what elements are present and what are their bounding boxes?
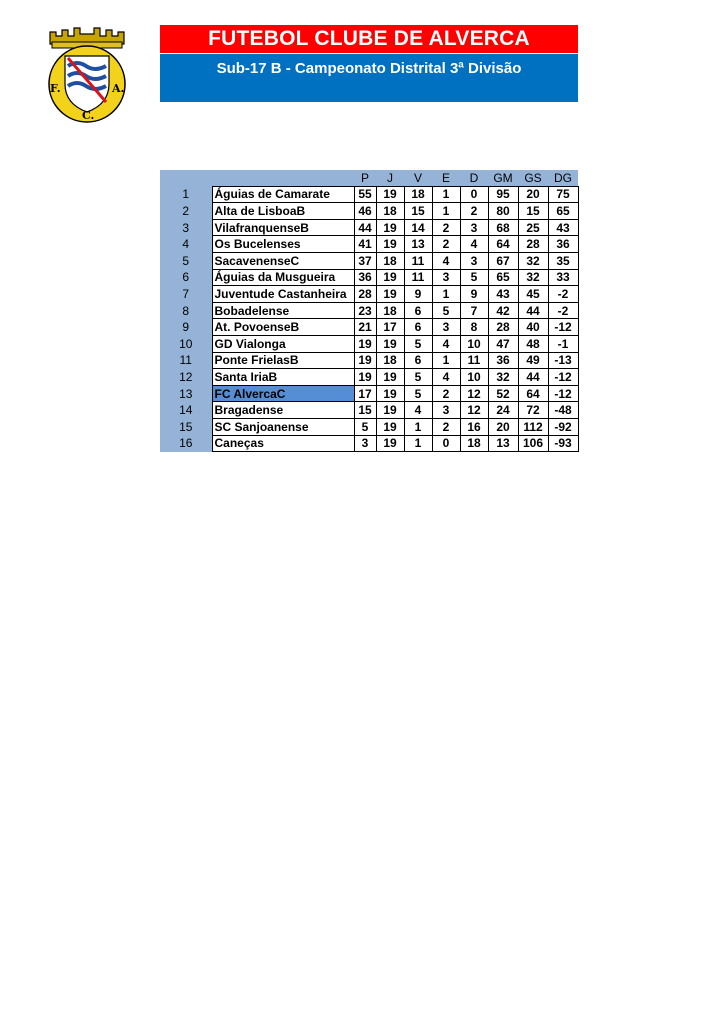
stat-cell-d: 8 (460, 319, 488, 336)
stat-cell-j: 19 (376, 269, 404, 286)
stat-cell-gs: 28 (518, 236, 548, 253)
column-header: J (376, 170, 404, 186)
stat-cell-v: 5 (404, 369, 432, 386)
stat-cell-d: 9 (460, 286, 488, 303)
position-cell: 12 (160, 369, 212, 386)
stat-cell-gs: 15 (518, 203, 548, 220)
table-row (160, 302, 578, 319)
stat-cell-e: 1 (432, 352, 460, 369)
stat-cell-p: 19 (354, 352, 376, 369)
column-header: D (460, 170, 488, 186)
stat-cell-d: 16 (460, 418, 488, 435)
stat-cell-e: 0 (432, 435, 460, 452)
position-cell: 10 (160, 335, 212, 352)
stat-cell-p: 41 (354, 236, 376, 253)
stat-cell-p: 55 (354, 186, 376, 203)
stat-cell-v: 15 (404, 203, 432, 220)
table-row (160, 369, 578, 386)
table-header-row (160, 170, 578, 186)
stat-cell-d: 3 (460, 219, 488, 236)
table-row (160, 186, 578, 203)
stat-cell-e: 5 (432, 302, 460, 319)
stat-cell-dg: 43 (548, 219, 578, 236)
stat-cell-e: 1 (432, 186, 460, 203)
stat-cell-p: 23 (354, 302, 376, 319)
stat-cell-gm: 32 (488, 369, 518, 386)
stat-cell-p: 37 (354, 252, 376, 269)
stat-cell-v: 6 (404, 352, 432, 369)
stat-cell-p: 3 (354, 435, 376, 452)
stat-cell-j: 19 (376, 418, 404, 435)
stat-cell-gm: 13 (488, 435, 518, 452)
svg-text:A.: A. (112, 82, 125, 95)
stat-cell-gm: 36 (488, 352, 518, 369)
club-title: FUTEBOL CLUBE DE ALVERCA (160, 25, 578, 53)
stat-cell-j: 19 (376, 435, 404, 452)
table-row (160, 252, 578, 269)
stat-cell-j: 17 (376, 319, 404, 336)
stat-cell-gm: 42 (488, 302, 518, 319)
team-name-cell: Águias de Camarate (212, 186, 354, 203)
stat-cell-j: 19 (376, 369, 404, 386)
stat-cell-gm: 68 (488, 219, 518, 236)
stat-cell-d: 2 (460, 203, 488, 220)
stat-cell-v: 9 (404, 286, 432, 303)
stat-cell-d: 7 (460, 302, 488, 319)
stat-cell-dg: -2 (548, 286, 578, 303)
stat-cell-e: 2 (432, 385, 460, 402)
stat-cell-dg: -1 (548, 335, 578, 352)
stat-cell-gm: 52 (488, 385, 518, 402)
stat-cell-gm: 47 (488, 335, 518, 352)
team-name-cell: SacavenenseC (212, 252, 354, 269)
stat-cell-j: 19 (376, 219, 404, 236)
svg-text:F.: F. (50, 82, 61, 95)
stat-cell-gm: 28 (488, 319, 518, 336)
competition-subtitle: Sub-17 B - Campeonato Distrital 3ª Divisão (160, 54, 578, 102)
stat-cell-v: 18 (404, 186, 432, 203)
stat-cell-v: 13 (404, 236, 432, 253)
stat-cell-d: 4 (460, 236, 488, 253)
stat-cell-j: 18 (376, 252, 404, 269)
stat-cell-gm: 80 (488, 203, 518, 220)
stat-cell-d: 12 (460, 402, 488, 419)
standings-table (160, 170, 579, 452)
stat-cell-gm: 20 (488, 418, 518, 435)
team-name-cell: SC Sanjoanense (212, 418, 354, 435)
team-name-cell: Os Bucelenses (212, 236, 354, 253)
stat-cell-j: 18 (376, 352, 404, 369)
stat-cell-e: 1 (432, 203, 460, 220)
stat-cell-j: 18 (376, 203, 404, 220)
club-crest-icon (42, 22, 132, 124)
stat-cell-dg: 35 (548, 252, 578, 269)
stat-cell-j: 19 (376, 385, 404, 402)
table-row (160, 319, 578, 336)
table-row (160, 352, 578, 369)
stat-cell-gm: 65 (488, 269, 518, 286)
stat-cell-e: 3 (432, 402, 460, 419)
stat-cell-gs: 64 (518, 385, 548, 402)
table-row (160, 203, 578, 220)
stat-cell-dg: -12 (548, 319, 578, 336)
stat-cell-gs: 106 (518, 435, 548, 452)
stat-cell-v: 5 (404, 385, 432, 402)
team-name-cell: Ponte FrielasB (212, 352, 354, 369)
stat-cell-e: 4 (432, 335, 460, 352)
position-cell: 11 (160, 352, 212, 369)
stat-cell-e: 4 (432, 252, 460, 269)
stat-cell-p: 28 (354, 286, 376, 303)
position-cell: 16 (160, 435, 212, 452)
stat-cell-j: 19 (376, 186, 404, 203)
stat-cell-v: 14 (404, 219, 432, 236)
team-name-cell: Bragadense (212, 402, 354, 419)
stat-cell-gm: 43 (488, 286, 518, 303)
team-name-cell: FC AlvercaC (212, 385, 354, 402)
stat-cell-j: 19 (376, 236, 404, 253)
stat-cell-p: 46 (354, 203, 376, 220)
position-cell: 9 (160, 319, 212, 336)
position-cell: 4 (160, 236, 212, 253)
stat-cell-dg: -93 (548, 435, 578, 452)
stat-cell-dg: 33 (548, 269, 578, 286)
table-row (160, 236, 578, 253)
stat-cell-p: 36 (354, 269, 376, 286)
stat-cell-d: 0 (460, 186, 488, 203)
stat-cell-gs: 45 (518, 286, 548, 303)
stat-cell-v: 1 (404, 435, 432, 452)
stat-cell-gs: 48 (518, 335, 548, 352)
stat-cell-dg: -12 (548, 369, 578, 386)
stat-cell-d: 11 (460, 352, 488, 369)
stat-cell-v: 5 (404, 335, 432, 352)
stat-cell-p: 17 (354, 385, 376, 402)
column-header: GS (518, 170, 548, 186)
stat-cell-j: 19 (376, 402, 404, 419)
stat-cell-d: 18 (460, 435, 488, 452)
stat-cell-v: 4 (404, 402, 432, 419)
team-name-cell: Bobadelense (212, 302, 354, 319)
stat-cell-e: 2 (432, 219, 460, 236)
stat-cell-gm: 64 (488, 236, 518, 253)
stat-cell-gs: 112 (518, 418, 548, 435)
table-row (160, 402, 578, 419)
stat-cell-e: 2 (432, 418, 460, 435)
table-row (160, 385, 578, 402)
position-cell: 1 (160, 186, 212, 203)
column-header: P (354, 170, 376, 186)
stat-cell-p: 19 (354, 369, 376, 386)
svg-text:C.: C. (82, 109, 95, 122)
team-name-cell: Alta de LisboaB (212, 203, 354, 220)
stat-cell-dg: -2 (548, 302, 578, 319)
stat-cell-dg: -48 (548, 402, 578, 419)
column-header: GM (488, 170, 518, 186)
position-cell: 6 (160, 269, 212, 286)
stat-cell-gm: 67 (488, 252, 518, 269)
stat-cell-gs: 40 (518, 319, 548, 336)
stat-cell-dg: -12 (548, 385, 578, 402)
stat-cell-gs: 44 (518, 369, 548, 386)
table-row (160, 219, 578, 236)
stat-cell-gs: 32 (518, 269, 548, 286)
team-name-cell: VilafranquenseB (212, 219, 354, 236)
position-cell: 7 (160, 286, 212, 303)
stat-cell-dg: 75 (548, 186, 578, 203)
stat-cell-v: 6 (404, 319, 432, 336)
stat-cell-v: 11 (404, 252, 432, 269)
stat-cell-v: 1 (404, 418, 432, 435)
stat-cell-gm: 24 (488, 402, 518, 419)
table-row (160, 418, 578, 435)
stat-cell-j: 18 (376, 302, 404, 319)
stat-cell-e: 1 (432, 286, 460, 303)
stat-cell-gs: 25 (518, 219, 548, 236)
stat-cell-gs: 49 (518, 352, 548, 369)
stat-cell-d: 12 (460, 385, 488, 402)
stat-cell-e: 3 (432, 269, 460, 286)
stat-cell-d: 10 (460, 335, 488, 352)
team-name-cell: Águias da Musgueira (212, 269, 354, 286)
team-name-cell: Santa IriaB (212, 369, 354, 386)
stat-cell-v: 11 (404, 269, 432, 286)
stat-cell-e: 2 (432, 236, 460, 253)
stat-cell-p: 21 (354, 319, 376, 336)
stat-cell-dg: -13 (548, 352, 578, 369)
stat-cell-v: 6 (404, 302, 432, 319)
stat-cell-p: 15 (354, 402, 376, 419)
stat-cell-dg: 65 (548, 203, 578, 220)
table-row (160, 435, 578, 452)
column-header: DG (548, 170, 578, 186)
stat-cell-gs: 32 (518, 252, 548, 269)
table-row (160, 269, 578, 286)
table-row (160, 335, 578, 352)
team-name-cell: Juventude Castanheira (212, 286, 354, 303)
header-blank (212, 170, 354, 186)
position-cell: 8 (160, 302, 212, 319)
column-header: E (432, 170, 460, 186)
position-cell: 5 (160, 252, 212, 269)
stat-cell-e: 3 (432, 319, 460, 336)
team-name-cell: GD Vialonga (212, 335, 354, 352)
stat-cell-gs: 72 (518, 402, 548, 419)
stat-cell-d: 3 (460, 252, 488, 269)
stat-cell-d: 5 (460, 269, 488, 286)
stat-cell-j: 19 (376, 286, 404, 303)
table-row (160, 286, 578, 303)
stat-cell-dg: 36 (548, 236, 578, 253)
stat-cell-d: 10 (460, 369, 488, 386)
position-cell: 14 (160, 402, 212, 419)
team-name-cell: Caneças (212, 435, 354, 452)
position-cell: 15 (160, 418, 212, 435)
stat-cell-gm: 95 (488, 186, 518, 203)
stat-cell-gs: 44 (518, 302, 548, 319)
position-cell: 2 (160, 203, 212, 220)
stat-cell-p: 5 (354, 418, 376, 435)
position-cell: 3 (160, 219, 212, 236)
stat-cell-j: 19 (376, 335, 404, 352)
header-blank (160, 170, 212, 186)
stat-cell-p: 19 (354, 335, 376, 352)
stat-cell-p: 44 (354, 219, 376, 236)
stat-cell-gs: 20 (518, 186, 548, 203)
team-name-cell: At. PovoenseB (212, 319, 354, 336)
column-header: V (404, 170, 432, 186)
stat-cell-e: 4 (432, 369, 460, 386)
position-cell: 13 (160, 385, 212, 402)
stat-cell-dg: -92 (548, 418, 578, 435)
